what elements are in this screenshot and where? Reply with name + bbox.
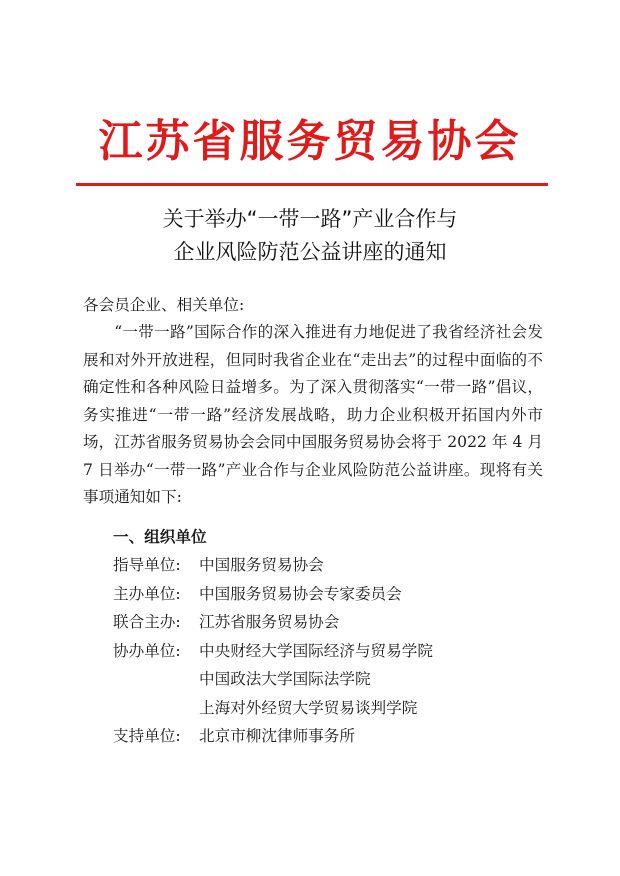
title-line-1: 关于举办“一带一路”产业合作与: [162, 207, 458, 231]
section-heading-organizers: 一、组织单位: [113, 528, 207, 546]
organizer-value: 上海对外经贸大学贸易谈判学院: [199, 698, 418, 717]
intro-paragraph: “一带一路”国际合作的深入推进有力地促进了我省经济社会发展和对外开放进程，但同时我省企业在“走出去”的过程中面临的不确定性和各种风险日益增多。为了深入贯彻落实“一带一路”倡议，务实推进“一带一路”经济发展战略，助力企业积极开拓国内外市场，江苏省服务贸易协会会同中国服务贸易协会将于 2022 年 4 月 7 日举办“一带一路”产业合作与企业风险防范公益讲座。现将有关事项通知如下:: [83, 323, 543, 506]
organizer-row-guidance: [113, 551, 553, 580]
organizer-label: 协办单位:: [113, 641, 181, 660]
organizer-value: 北京市柳沈律师事务所: [199, 727, 355, 745]
organizer-value: 中央财经大学国际经济与贸易学院: [199, 641, 433, 660]
title-line-2: 企业风险防范公益讲座的通知: [173, 240, 447, 264]
organizer-row-support: [113, 722, 553, 751]
organizer-row-co-host: [113, 608, 553, 637]
organizer-value: 中国服务贸易协会专家委员会: [199, 584, 402, 603]
organizer-label: 联合主办:: [113, 613, 181, 631]
organizer-label: 指导单位:: [113, 556, 181, 574]
organizer-row-host: [113, 580, 553, 609]
organizer-value: 中国政法大学国际法学院: [199, 670, 371, 688]
organizer-value: 中国服务贸易协会: [199, 556, 324, 574]
salutation: 各会员企业、相关单位:: [83, 296, 245, 314]
organizer-list: [113, 551, 553, 751]
red-divider-line: [76, 183, 548, 186]
organizer-value: 江苏省服务贸易协会: [199, 613, 340, 631]
organizer-row-co-organizers: [113, 637, 553, 723]
organizer-label: 支持单位:: [113, 727, 181, 745]
document-title: [0, 203, 620, 269]
organizer-label: 主办单位:: [113, 584, 181, 603]
organization-header: 江苏省服务贸易协会: [98, 116, 522, 167]
